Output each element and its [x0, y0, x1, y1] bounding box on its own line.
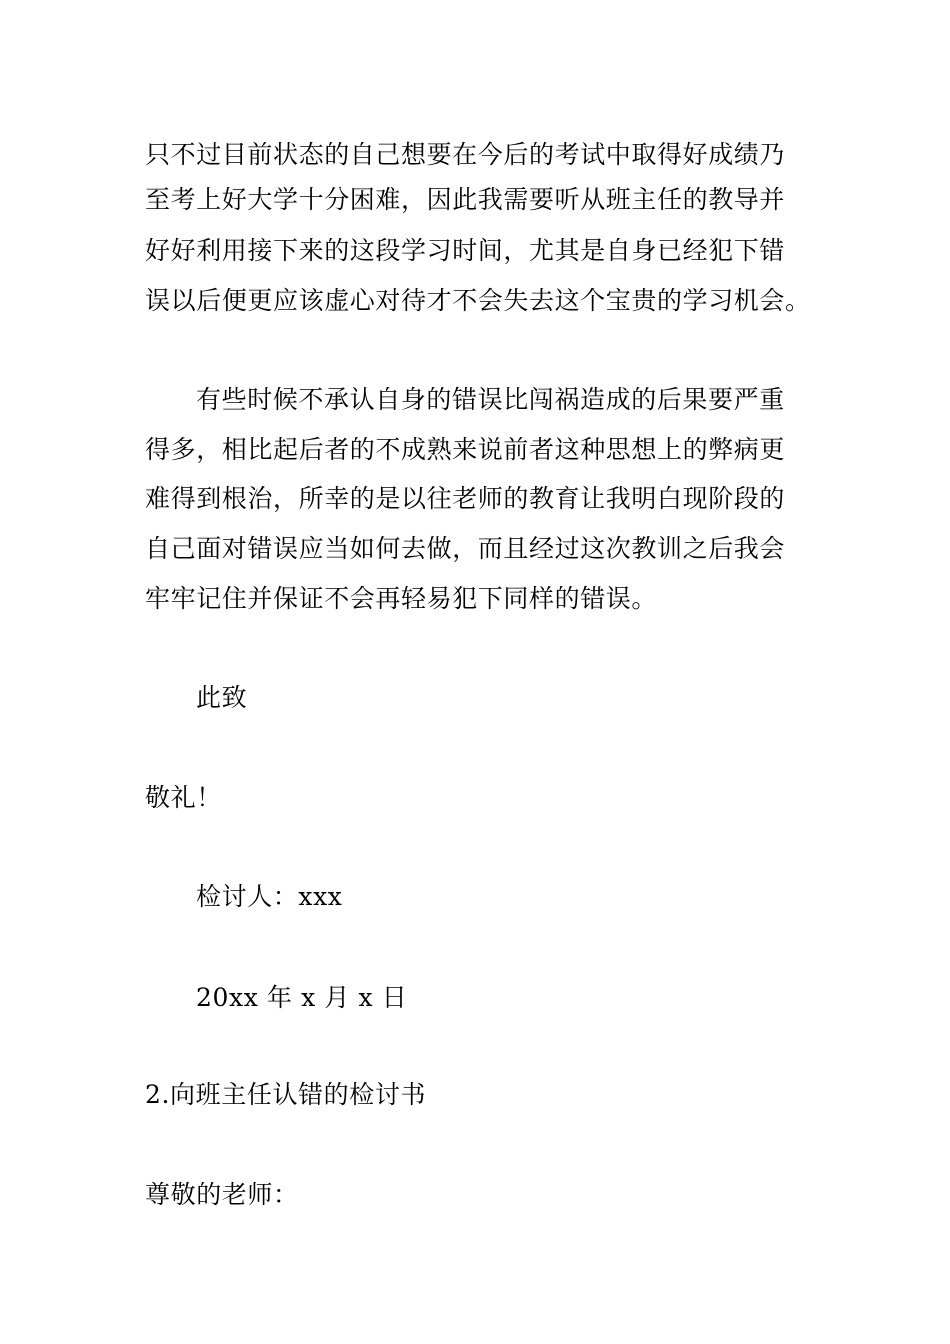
salutation: 尊敬的老师： [145, 1180, 299, 1209]
paragraph-2-line-1: 有些时候不承认自身的错误比闯祸造成的后果要严重 [196, 385, 785, 414]
signer-line: 检讨人：xxx [196, 882, 343, 911]
closing-salute: 敬礼！ [145, 783, 222, 812]
paragraph-1-line-1: 只不过目前状态的自己想要在今后的考试中取得好成绩乃 [145, 140, 786, 169]
paragraph-2-line-3: 难得到根治，所幸的是以往老师的教育让我明白现阶段的 [145, 484, 786, 513]
paragraph-1-line-4: 误以后便更应该虚心对待才不会失去这个宝贵的学习机会。 [145, 286, 811, 315]
paragraph-2-line-2: 得多，相比起后者的不成熟来说前者这种思想上的弊病更 [145, 435, 786, 464]
paragraph-1-line-2: 至考上好大学十分困难，因此我需要听从班主任的教导并 [145, 185, 786, 214]
date-line: 20xx 年 x 月 x 日 [196, 983, 408, 1012]
paragraph-1-line-3: 好好利用接下来的这段学习时间，尤其是自身已经犯下错 [145, 236, 786, 265]
section-title: 2.向班主任认错的检讨书 [145, 1080, 427, 1109]
paragraph-2-line-5: 牢牢记住并保证不会再轻易犯下同样的错误。 [145, 584, 658, 613]
closing-regards: 此致 [196, 683, 248, 712]
paragraph-2-line-4: 自己面对错误应当如何去做，而且经过这次教训之后我会 [145, 534, 786, 563]
